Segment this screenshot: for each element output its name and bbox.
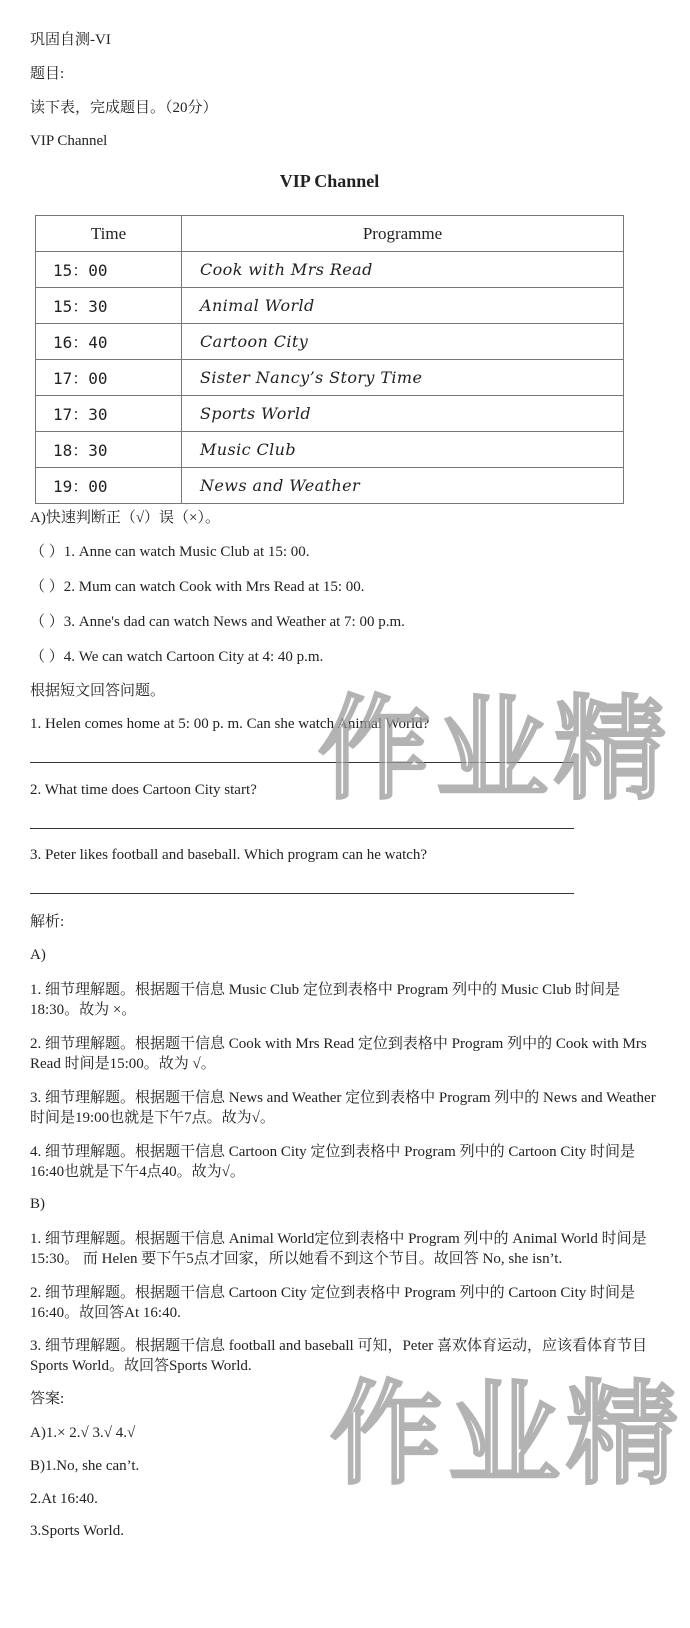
- table-row: [36, 252, 624, 288]
- watermark: 作业精: [330, 1370, 684, 1500]
- programme-cell: Sports World: [182, 396, 624, 432]
- judge-item: （ ）2. Mum can watch Cook with Mrs Read at 15: 00.: [30, 579, 365, 595]
- time-cell: 18：30: [36, 432, 182, 468]
- time-cell: 15：00: [36, 252, 182, 288]
- part-b-heading: 根据短文回答问题。: [30, 683, 166, 699]
- answer-line: B)1.No, she can’t.: [30, 1458, 140, 1474]
- judge-item: （ ）3. Anne's dad can watch News and Weather at 7: 00 p.m.: [30, 614, 405, 630]
- table-row: [36, 324, 624, 360]
- programme-table: [35, 215, 624, 504]
- column-header: Time: [36, 216, 182, 252]
- analysis-item: 1. 细节理解题。根据题干信息 Music Club 定位到表格中 Program 列中的 Music Club 时间是18:30。故为 ×。: [30, 982, 621, 1018]
- programme-cell: Sister Nancy’s Story Time: [182, 360, 624, 396]
- analysis-b-label: B): [30, 1196, 45, 1212]
- answer-blank[interactable]: [30, 762, 574, 763]
- answer-line: A)1.× 2.√ 3.√ 4.√: [30, 1425, 136, 1441]
- channel-line: VIP Channel: [30, 133, 108, 149]
- answer-line: 3.Sports World.: [30, 1523, 124, 1539]
- judge-item: （ ）1. Anne can watch Music Club at 15: 00.: [30, 544, 310, 560]
- part-a-heading: A)快速判断正（√）误（×）。: [30, 510, 221, 526]
- table-row: [36, 468, 624, 504]
- analysis-a-label: A): [30, 947, 46, 963]
- answers-label: 答案:: [30, 1391, 65, 1407]
- table-row: [36, 360, 624, 396]
- time-cell: 17：00: [36, 360, 182, 396]
- time-cell: 16：40: [36, 324, 182, 360]
- programme-cell: Cook with Mrs Read: [182, 252, 624, 288]
- analysis-item: 4. 细节理解题。根据题干信息 Cartoon City 定位到表格中 Program 列中的 Cartoon City 时间是16:40也就是下午4点40。故为√。: [30, 1144, 635, 1180]
- programme-cell: Animal World: [182, 288, 624, 324]
- analysis-item: 1. 细节理解题。根据题干信息 Animal World定位到表格中 Program 列中的 Animal World 时间是15:30。 而 Helen 要下午5点才回家，所以她看不到这个节目。故回答 No, she isn’t.: [30, 1231, 647, 1267]
- analysis-item: 2. 细节理解题。根据题干信息 Cook with Mrs Read 定位到表格中 Program 列中的 Cook with Mrs Read 时间是15:00。故为 √。: [30, 1036, 647, 1072]
- table-row: [36, 432, 624, 468]
- question-label: 题目:: [30, 66, 65, 82]
- answer-blank[interactable]: [30, 828, 574, 829]
- time-cell: 17：30: [36, 396, 182, 432]
- answer-line: 2.At 16:40.: [30, 1491, 98, 1507]
- programme-cell: News and Weather: [182, 468, 624, 504]
- programme-cell: Cartoon City: [182, 324, 624, 360]
- table-title: VIP Channel: [279, 171, 380, 191]
- time-cell: 15：30: [36, 288, 182, 324]
- instruction: 读下表，完成题目。（20分）: [30, 100, 218, 116]
- column-header: Programme: [182, 216, 624, 252]
- analysis-item: 2. 细节理解题。根据题干信息 Cartoon City 定位到表格中 Program 列中的 Cartoon City 时间是16:40。故回答At 16:40.: [30, 1285, 635, 1321]
- time-cell: 19：00: [36, 468, 182, 504]
- question-item: 1. Helen comes home at 5: 00 p. m. Can she watch Animal World?: [30, 716, 430, 732]
- answer-blank[interactable]: [30, 893, 574, 894]
- page-title: 巩固自测-VI: [30, 32, 111, 48]
- analysis-item: 3. 细节理解题。根据题干信息 football and baseball 可知，Peter 喜欢体育运动，应该看体育节目 Sports World。故回答Sports World.: [30, 1338, 648, 1374]
- question-item: 3. Peter likes football and baseball. Which program can he watch?: [30, 847, 428, 863]
- judge-item: （ ）4. We can watch Cartoon City at 4: 40 p.m.: [30, 649, 324, 665]
- watermark: 作业精: [318, 685, 672, 815]
- table-header-row: [36, 216, 624, 252]
- programme-cell: Music Club: [182, 432, 624, 468]
- table-row: [36, 396, 624, 432]
- table-row: [36, 288, 624, 324]
- question-item: 2. What time does Cartoon City start?: [30, 782, 257, 798]
- analysis-label: 解析:: [30, 914, 65, 930]
- analysis-item: 3. 细节理解题。根据题干信息 News and Weather 定位到表格中 Program 列中的 News and Weather 时间是19:00也就是下午7点。故为√。: [30, 1090, 656, 1126]
